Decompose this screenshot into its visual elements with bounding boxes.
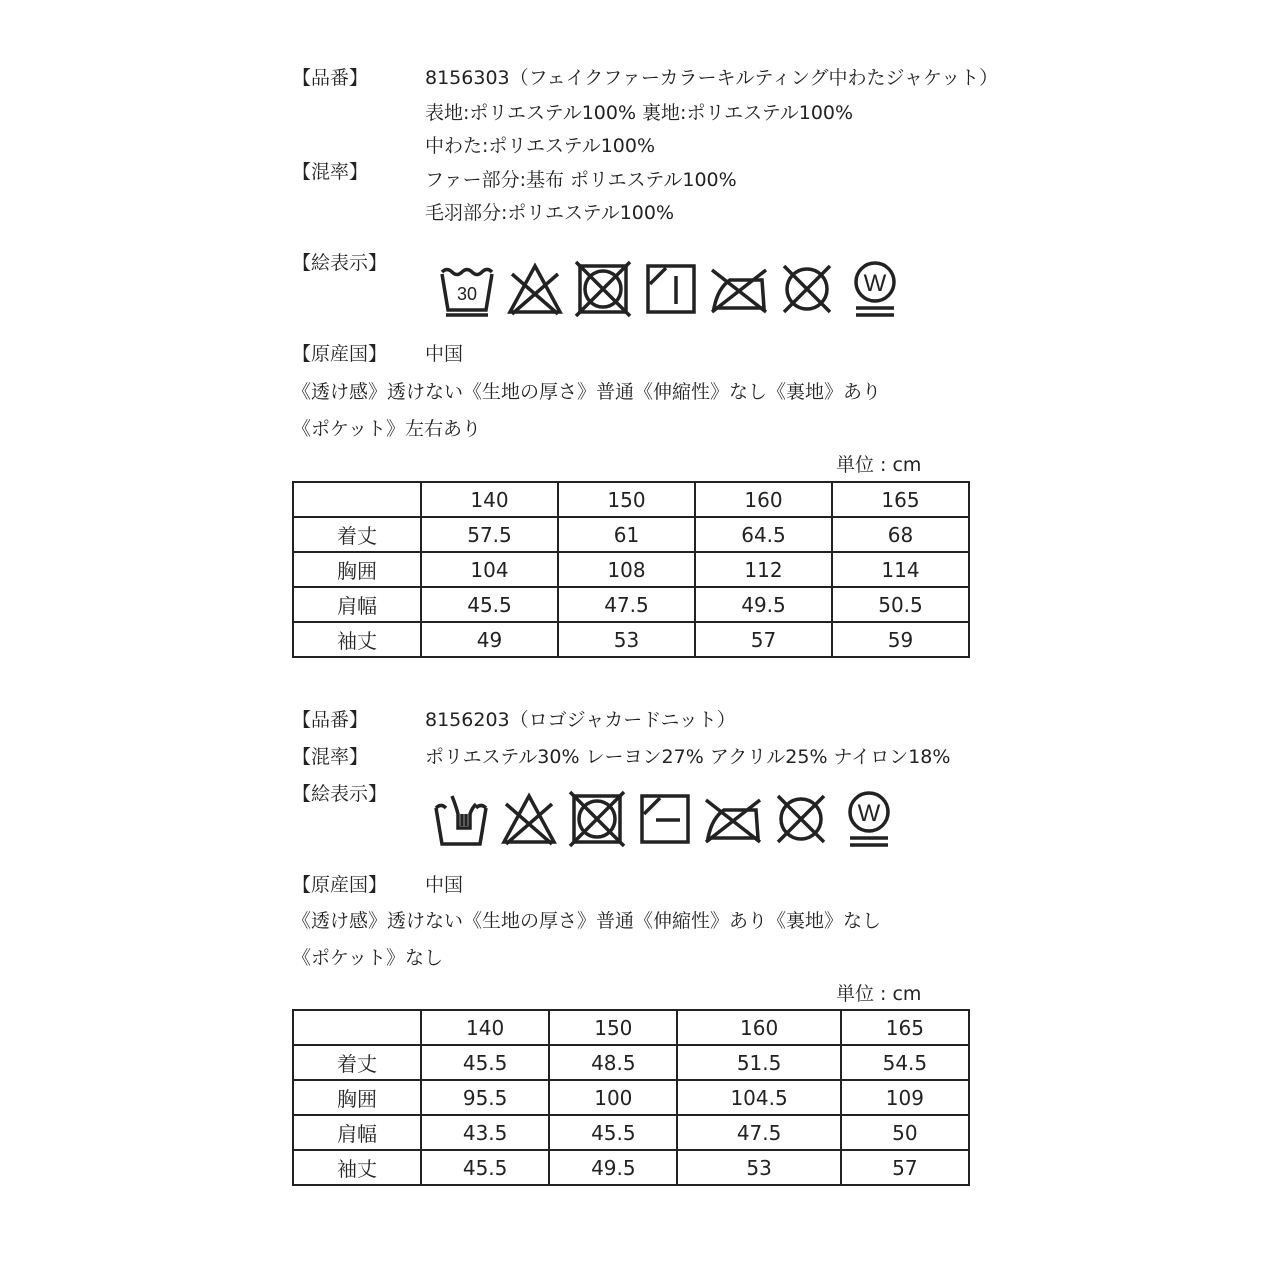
row-label-cell: 胸囲	[293, 1080, 421, 1115]
hand-wash-icon	[430, 788, 492, 850]
table-cell: 160	[677, 1010, 840, 1045]
table-cell: 53	[677, 1150, 840, 1185]
table-cell: 104.5	[677, 1080, 840, 1115]
table-row	[293, 1045, 969, 1080]
no-tumble-dry-icon	[572, 258, 634, 320]
size-table	[292, 1009, 970, 1186]
table-cell: 43.5	[421, 1115, 549, 1150]
flat-dry-icon	[634, 788, 696, 850]
table-cell: 95.5	[421, 1080, 549, 1115]
table-cell: 51.5	[677, 1045, 840, 1080]
table-cell: 54.5	[841, 1045, 969, 1080]
no-iron-icon	[702, 788, 764, 850]
table-cell: 165	[841, 1010, 969, 1045]
table-cell: 64.5	[695, 517, 832, 552]
row-label-cell: 袖丈	[293, 622, 421, 657]
table-header-row	[293, 482, 969, 517]
table-cell: 53	[558, 622, 695, 657]
table-cell: 45.5	[421, 1045, 549, 1080]
table-cell: 100	[549, 1080, 677, 1115]
composition-line: 毛羽部分:ポリエステル100%	[425, 202, 675, 224]
row-label-cell	[293, 1010, 421, 1045]
table-cell: 47.5	[558, 587, 695, 622]
row-label-cell: 着丈	[293, 517, 421, 552]
table-cell: 57	[841, 1150, 969, 1185]
row-label-cell	[293, 482, 421, 517]
table-cell: 104	[421, 552, 558, 587]
care-label: 【絵表示】	[292, 783, 388, 805]
table-row	[293, 1080, 969, 1115]
table-row	[293, 587, 969, 622]
table-cell: 61	[558, 517, 695, 552]
table-cell: 45.5	[421, 1150, 549, 1185]
table-row	[293, 1115, 969, 1150]
row-label-cell: 着丈	[293, 1045, 421, 1080]
table-cell: 49.5	[549, 1150, 677, 1185]
table-cell: 45.5	[421, 587, 558, 622]
item-no-label: 【品番】	[292, 67, 369, 89]
table-cell: 140	[421, 482, 558, 517]
row-label-cell: 肩幅	[293, 1115, 421, 1150]
composition-label: 【混率】	[292, 746, 369, 768]
table-cell: 114	[832, 552, 969, 587]
attributes-line: 《透け感》透けない《生地の厚さ》普通《伸縮性》あり《裏地》なし	[292, 910, 882, 932]
line-dry-shade-icon	[640, 258, 702, 320]
table-cell: 50	[841, 1115, 969, 1150]
no-bleach-icon	[504, 258, 566, 320]
table-cell: 50.5	[832, 587, 969, 622]
svg-text:30: 30	[456, 284, 478, 304]
no-bleach-icon	[498, 788, 560, 850]
wet-clean-very-gentle-icon	[838, 788, 900, 850]
table-cell: 150	[558, 482, 695, 517]
size-table	[292, 481, 970, 658]
attributes-line: 《ポケット》左右あり	[292, 418, 482, 440]
attributes-line: 《透け感》透けない《生地の厚さ》普通《伸縮性》なし《裏地》あり	[292, 381, 882, 403]
composition-line: 表地:ポリエステル100% 裏地:ポリエステル100%	[425, 102, 854, 124]
attributes-line: 《ポケット》なし	[292, 947, 444, 969]
origin-value: 中国	[425, 874, 464, 896]
wet-clean-very-gentle-icon	[844, 258, 906, 320]
item-no-value: 8156203（ロゴジャカードニット）	[425, 709, 736, 731]
composition-label: 【混率】	[292, 161, 369, 183]
table-cell: 140	[421, 1010, 549, 1045]
no-iron-icon	[708, 258, 770, 320]
table-cell: 49.5	[695, 587, 832, 622]
wash-30-icon	[436, 258, 498, 320]
item-no-label: 【品番】	[292, 709, 369, 731]
composition-line: ポリエステル30% レーヨン27% アクリル25% ナイロン18%	[425, 746, 951, 768]
no-dry-clean-icon	[776, 258, 838, 320]
table-cell: 150	[549, 1010, 677, 1045]
row-label-cell: 袖丈	[293, 1150, 421, 1185]
table-row	[293, 517, 969, 552]
table-cell: 68	[832, 517, 969, 552]
row-label-cell: 胸囲	[293, 552, 421, 587]
care-label: 【絵表示】	[292, 252, 388, 274]
table-cell: 57.5	[421, 517, 558, 552]
composition-line: 中わた:ポリエステル100%	[425, 135, 656, 157]
care-symbols	[430, 788, 900, 850]
table-row	[293, 622, 969, 657]
row-label-cell: 肩幅	[293, 587, 421, 622]
table-cell: 108	[558, 552, 695, 587]
origin-value: 中国	[425, 343, 464, 365]
table-cell: 109	[841, 1080, 969, 1115]
composition-line: ファー部分:基布 ポリエステル100%	[425, 169, 737, 191]
table-cell: 45.5	[549, 1115, 677, 1150]
unit-label: 単位 : cm	[836, 454, 922, 476]
no-tumble-dry-icon	[566, 788, 628, 850]
table-cell: 49	[421, 622, 558, 657]
item-no-value: 8156303（フェイクファーカラーキルティング中わたジャケット）	[425, 67, 999, 89]
table-cell: 47.5	[677, 1115, 840, 1150]
care-symbols	[436, 258, 906, 320]
origin-label: 【原産国】	[292, 343, 388, 365]
unit-label: 単位 : cm	[836, 983, 922, 1005]
table-header-row	[293, 1010, 969, 1045]
table-row	[293, 552, 969, 587]
table-cell: 165	[832, 482, 969, 517]
no-dry-clean-icon	[770, 788, 832, 850]
table-cell: 57	[695, 622, 832, 657]
svg-text:W: W	[857, 800, 881, 827]
table-cell: 59	[832, 622, 969, 657]
svg-text:W: W	[863, 270, 887, 297]
table-cell: 48.5	[549, 1045, 677, 1080]
table-row	[293, 1150, 969, 1185]
table-cell: 160	[695, 482, 832, 517]
table-cell: 112	[695, 552, 832, 587]
origin-label: 【原産国】	[292, 874, 388, 896]
